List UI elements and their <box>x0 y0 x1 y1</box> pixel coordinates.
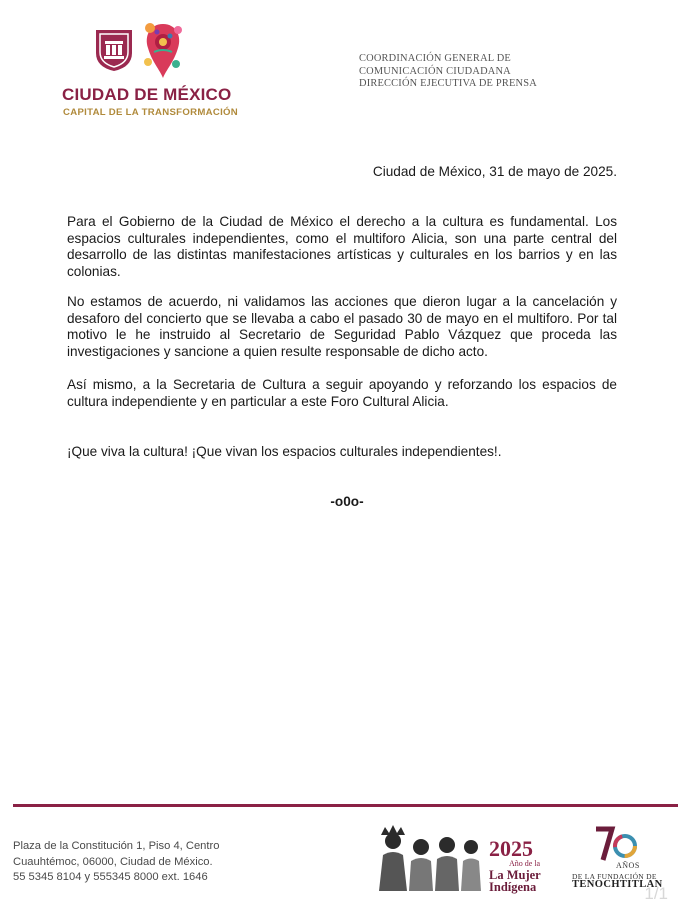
year-title-line: Indígena <box>489 880 537 894</box>
cdmx-shield-icon <box>93 27 135 73</box>
year-title-line: La Mujer <box>489 868 541 882</box>
office-line: DIRECCIÓN EJECUTIVA DE PRENSA <box>359 78 537 89</box>
paragraph: ¡Que viva la cultura! ¡Que vivan los espacios culturales independientes!. <box>67 444 502 459</box>
anniversary-anos: AÑOS <box>616 861 640 870</box>
office-line: COORDINACIÓN GENERAL DE <box>359 53 511 64</box>
paragraph: Para el Gobierno de la Ciudad de México el derecho a la cultura es fundamental. Los espacios culturales independientes, como el multiforo Alicia, son una parte central del desarrollo de las distintas manifestaciones artísticas y culturales en los barrios y en las colonias. <box>67 214 617 279</box>
year-title <box>489 869 541 893</box>
logo-subtitle: CAPITAL DE LA TRANSFORMACIÓN <box>63 107 239 118</box>
office-line: COMUNICACIÓN CIUDADANA <box>359 65 511 77</box>
cdmx-flower-icon <box>140 18 186 82</box>
paragraph: No estamos de acuerdo, ni validamos las acciones que dieron lugar a la cancelación y desaforo del concierto que se llevaba a cabo el pasado 30 de mayo en el multiforo. Por tal motivo le he instruido al Secretario de Seguridad Pablo Vázquez que proceda las investigaciones y sancione a quien resulte responsable de dicho acto. <box>67 294 617 359</box>
page-number: 1/1 <box>644 884 668 903</box>
footer-address <box>13 839 219 886</box>
anniversary-line: DE LA FUNDACIÓN DE <box>572 872 657 881</box>
year-logo <box>489 836 541 894</box>
address-line: 55 5345 8104 y 555345 8000 ext. 1646 <box>13 871 208 883</box>
logo-title: CIUDAD DE MÉXICO <box>62 85 232 104</box>
cdmx-logo <box>60 18 239 128</box>
address-line: Cuauhtémoc, 06000, Ciudad de México. <box>13 855 213 868</box>
address-line: Plaza de la Constitución 1, Piso 4, Centro <box>13 840 220 852</box>
footer-divider <box>13 804 678 807</box>
anniversary-line: TENOCHTITLAN <box>572 879 663 890</box>
paragraph: Así mismo, a la Secretaria de Cultura a seguir apoyando y reforzando los espacios de cultura independiente y en particular a este Foro Cultural Alicia. <box>67 377 617 409</box>
year-small-label: Año de la <box>509 859 541 868</box>
end-mark: -o0o- <box>330 494 364 509</box>
year-number: 2025 <box>489 836 533 861</box>
office-heading <box>359 53 537 91</box>
seven-hundred-emblem-icon <box>594 826 644 864</box>
letter-date: Ciudad de México, 31 de mayo de 2025. <box>372 164 617 179</box>
indigenous-women-illustration <box>375 825 485 891</box>
